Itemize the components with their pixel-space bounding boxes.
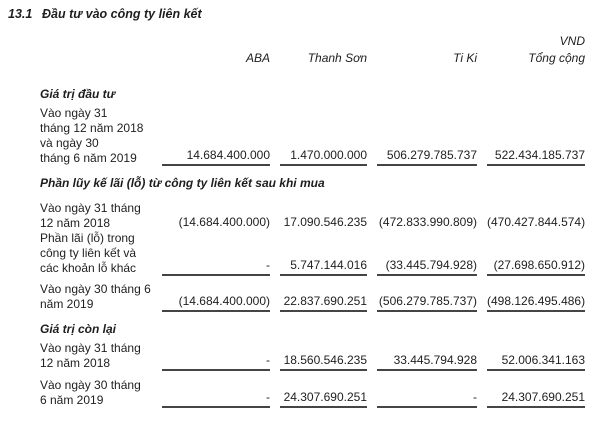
currency-row	[40, 34, 585, 49]
cell-value: 18.560.546.235	[280, 353, 367, 371]
table-row	[40, 341, 585, 371]
cell-value: 1.470.000.000	[280, 148, 367, 166]
column-header-tong-cong: Tổng cộng	[528, 51, 585, 65]
cell-value: 17.090.546.235	[283, 215, 367, 229]
section-header-investment-value: Giá trị đầu tư	[40, 87, 116, 101]
cell-value: -	[162, 353, 270, 371]
cell-value: 24.307.690.251	[487, 390, 585, 408]
row-label: Vào ngày 30 tháng 6 năm 2019	[40, 378, 141, 407]
table-row	[40, 231, 585, 276]
cell-value: (498.126.495.486)	[487, 294, 585, 312]
cell-value: 33.445.794.928	[377, 353, 477, 371]
cell-value: (14.684.400.000)	[178, 215, 270, 229]
section-header-carrying-value: Giá trị còn lại	[40, 322, 117, 336]
row-label: Phần lãi (lỗ) trong công ty liên kết và các khoản lỗ khác	[40, 231, 137, 275]
column-header-ti-ki: Ti Ki	[453, 51, 477, 65]
column-header-aba: ABA	[245, 51, 270, 65]
cell-value: -	[162, 390, 270, 408]
row-label: Vào ngày 30 tháng 6 năm 2019	[40, 282, 151, 311]
cell-value: (470.427.844.574)	[487, 215, 586, 229]
cell-value: 522.434.185.737	[487, 148, 585, 166]
cell-value: 52.006.341.163	[487, 353, 585, 371]
section-header-accumulated-share: Phần lũy kế lãi (lỗ) từ công ty liên kết sau khi mua	[40, 176, 325, 190]
table-header-row	[40, 51, 585, 66]
table-row	[40, 378, 585, 408]
cell-value: 506.279.785.737	[377, 148, 477, 166]
cell-value: (14.684.400.000)	[162, 294, 270, 312]
cell-value: (472.833.990.809)	[378, 215, 477, 229]
cell-value: 22.837.690.251	[280, 294, 367, 312]
table-row	[40, 201, 585, 231]
row-label: Vào ngày 31 tháng 12 năm 2018	[40, 201, 141, 230]
cell-value: (506.279.785.737)	[377, 294, 477, 312]
cell-value: -	[162, 258, 270, 276]
cell-value: (33.445.794.928)	[377, 258, 477, 276]
cell-value: (27.698.650.912)	[487, 258, 585, 276]
currency-label: VND	[559, 34, 585, 48]
row-label: Vào ngày 31 tháng 12 năm 2018 và ngày 30 tháng 6 năm 2019	[40, 106, 144, 165]
note-title-row	[0, 0, 600, 22]
cell-value: -	[377, 390, 477, 408]
cell-value: 24.307.690.251	[280, 390, 367, 408]
table-row	[40, 106, 585, 166]
table-row	[40, 282, 585, 312]
cell-value: 14.684.400.000	[162, 148, 270, 166]
note-number: 13.1	[8, 7, 33, 21]
column-header-thanh-son: Thanh Sơn	[307, 51, 367, 65]
row-label: Vào ngày 31 tháng 12 năm 2018	[40, 341, 141, 370]
cell-value: 5.747.144.016	[280, 258, 367, 276]
note-title: Đầu tư vào công ty liên kết	[42, 7, 202, 21]
